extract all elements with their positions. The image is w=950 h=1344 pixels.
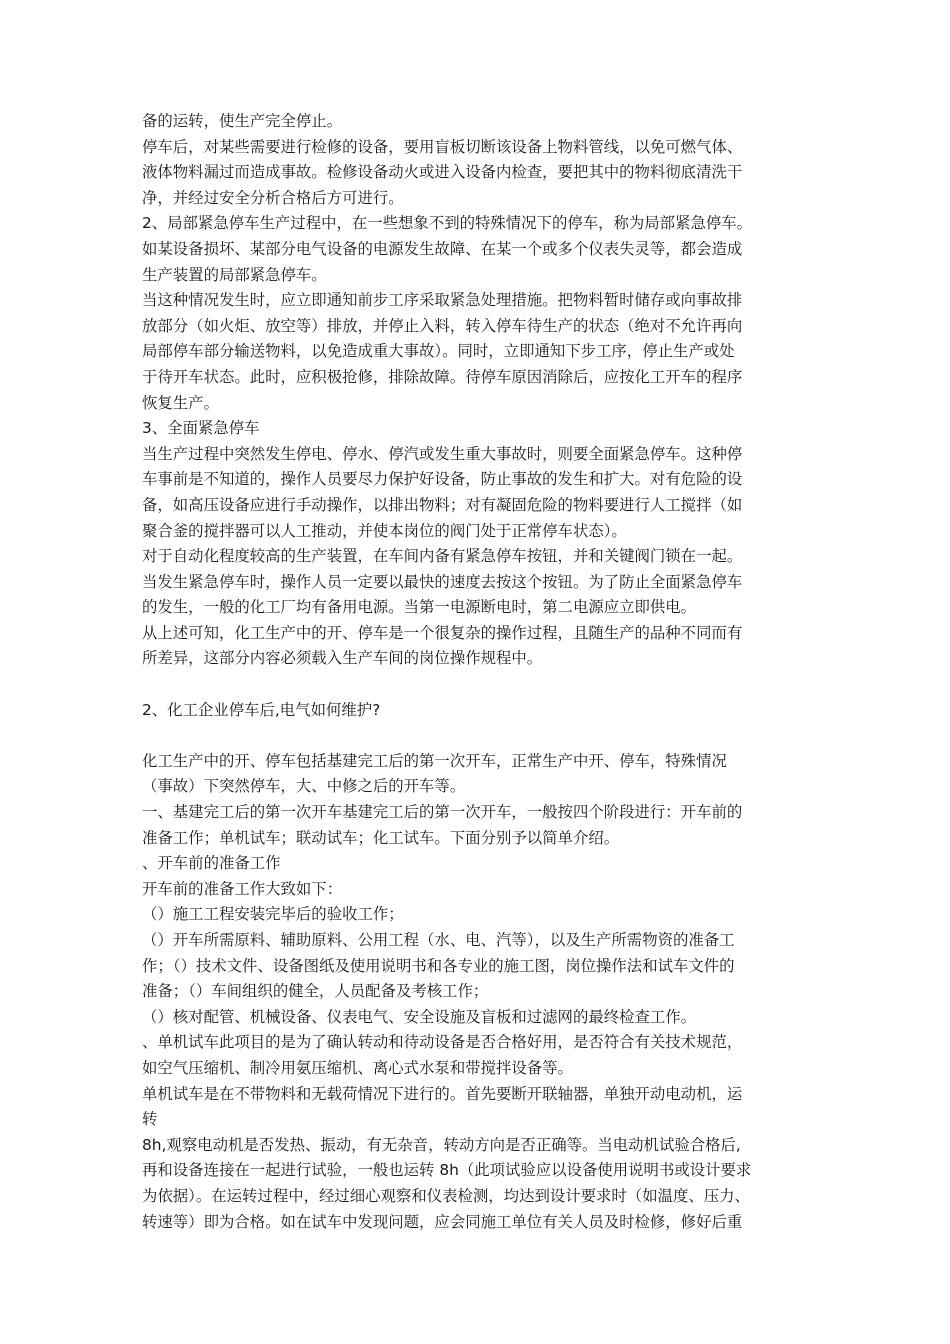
text-line: 准备工作；单机试车；联动试车；化工试车。下面分别予以简单介绍。 [142, 828, 620, 847]
text-line: （事故）下突然停车，大、中修之后的开车等。 [142, 777, 466, 796]
text-line: 开车前的准备工作大致如下： [142, 879, 343, 898]
text-line: 局部停车部分输送物料，以免造成重大事故）。同时，立即通知下步工序，停止生产或处 [142, 342, 735, 361]
text-line: 的发生，一般的化工厂均有备用电源。当第一电源断电时，第二电源应立即供电。 [142, 598, 697, 617]
text-line: 备的运转，使生产完全停止。 [142, 112, 343, 130]
text-line: （）开车所需原料、辅助原料、公用工程（水、电、汽等），以及生产所需物资的准备工 [142, 931, 735, 949]
text-line: 放部分（如火炬、放空等）排放，并停止入料，转入停车待生产的状态（绝对不允许再向 [142, 316, 743, 335]
text-line: 、开车前的准备工作 [142, 854, 281, 873]
text-line: 、单机试车此项目的是为了确认转动和待动设备是否合格好用，是否符合有关技术规范， [142, 1033, 743, 1052]
text-line: 液体物料漏过而造成事故。检修设备动火或进入设备内检查，要把其中的物料彻底清洗干 [142, 163, 743, 182]
text-line: 停车后，对某些需要进行检修的设备，要用盲板切断该设备上物料管线，以免可燃气体、 [142, 137, 743, 156]
text-line: 再和设备连接在一起进行试验，一般也运转 8h（此项试验应以设备使用说明书或设计要求 [142, 1161, 752, 1180]
text-line: 所差异，这部分内容必须载入生产车间的岗位操作规程中。 [142, 649, 543, 668]
text-line: 一、基建完工后的第一次开车基建完工后的第一次开车，一般按四个阶段进行：开车前的 [142, 803, 743, 822]
text-line: （）施工工程安装完毕后的验收工作； [142, 905, 404, 924]
text-line: 车事前是不知道的，操作人员要尽力保护好设备，防止事故的发生和扩大。对有危险的设 [142, 470, 743, 489]
text-line: 转 [142, 1110, 158, 1129]
text-line: 于待开车状态。此时，应积极抢修，排除故障。待停车原因消除后，应按化工开车的程序 [142, 367, 743, 386]
document-body [142, 109, 822, 1235]
text-line: 恢复生产。 [142, 393, 219, 412]
text-line: 2、局部紧急停车生产过程中，在一些想象不到的特殊情况下的停车，称为局部紧急停车。 [142, 214, 753, 233]
text-line: 备，如高压设备应进行手动操作，以排出物料；对有凝固危险的物料要进行人工搅拌（如 [142, 495, 743, 514]
text-line: 3、全面紧急停车 [142, 419, 260, 438]
text-line: 为依据）。在运转过程中，经过细心观察和仪表检测，均达到设计要求时（如温度、压力、 [142, 1186, 750, 1205]
text-line: 生产装置的局部紧急停车。 [142, 265, 327, 284]
text-line: 如某设备损坏、某部分电气设备的电源发生故障、在某一个或多个仪表失灵等，都会造成 [142, 239, 743, 258]
text-line: （）核对配管、机械设备、仪表电气、安全设施及盲板和过滤网的最终检查工作。 [142, 1007, 697, 1026]
text-line: 2、化工企业停车后,电气如何维护? [142, 700, 381, 719]
text-line: 当这种情况发生时，应立即通知前步工序采取紧急处理措施。把物料暂时储存或向事故排 [142, 291, 743, 310]
blank-line [142, 672, 822, 698]
text-line: 如空气压缩机、制冷用氨压缩机、离心式水泵和带搅拌设备等。 [142, 1058, 573, 1077]
text-line: 8h,观察电动机是否发热、振动，有无杂音，转动方向是否正确等。当电动机试验合格后, [142, 1135, 741, 1154]
text-line: 当发生紧急停车时，操作人员一定要以最快的速度去按这个按钮。为了防止全面紧急停车 [142, 572, 743, 591]
blank-line [142, 723, 822, 749]
text-line: 准备；（）车间组织的健全，人员配备及考核工作； [142, 982, 489, 1001]
text-line: 单机试车是在不带物料和无载荷情况下进行的。首先要断开联轴器，单独开动电动机，运 [142, 1084, 743, 1103]
text-line: 化工生产中的开、停车包括基建完工后的第一次开车，正常生产中开、停车，特殊情况 [142, 751, 727, 770]
text-line: 作；（）技术文件、设备图纸及使用说明书和各专业的施工图，岗位操作法和试车文件的 [142, 956, 735, 975]
text-line: 当生产过程中突然发生停电、停水、停汽或发生重大事故时，则要全面紧急停车。这种停 [142, 444, 743, 463]
text-line: 转速等）即为合格。如在试车中发现问题，应会同施工单位有关人员及时检修，修好后重 [142, 1212, 743, 1231]
text-line: 从上述可知，化工生产中的开、停车是一个很复杂的操作过程，且随生产的品种不同而有 [142, 623, 743, 642]
text-line: 聚合釜的搅拌器可以人工推动，并使本岗位的阀门处于正常停车状态）。 [142, 521, 627, 540]
text-line: 净，并经过安全分析合格后方可进行。 [142, 188, 404, 207]
text-line: 对于自动化程度较高的生产装置，在车间内备有紧急停车按钮，并和关键阀门锁在一起。 [142, 547, 743, 566]
